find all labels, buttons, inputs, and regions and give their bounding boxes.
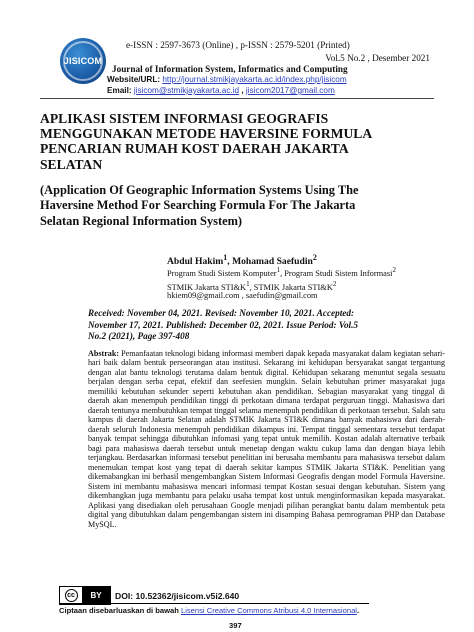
article-title <box>40 111 440 172</box>
affil-sup: 1 <box>246 279 250 288</box>
affil-text: Program Studi Sistem Komputer <box>167 268 277 278</box>
email-label: Email: <box>107 86 134 95</box>
website-line <box>107 75 347 84</box>
volume-line: Vol.5 No.2 , Desember 2021 <box>325 53 430 63</box>
affil-sup: 2 <box>392 266 396 274</box>
affil-text: , Program Studi Sistem Informasi <box>280 268 393 278</box>
website-label: Website/URL: <box>107 75 163 84</box>
affiliation-line-1 <box>167 265 447 279</box>
author-2: Mohamad Saefudin <box>232 256 313 268</box>
title-line: SELATAN <box>40 156 103 172</box>
footer-divider <box>59 603 369 604</box>
author-1-sup: 1 <box>223 253 228 262</box>
article-subtitle <box>40 183 440 229</box>
logo-text: JISICOM <box>63 56 103 66</box>
email-link-1[interactable]: jisicom@stmikjayakarta.ac.id <box>133 86 240 95</box>
logo-ring <box>63 41 103 81</box>
author-1: Abdul Hakim <box>167 256 224 268</box>
email-separator: , <box>239 86 246 95</box>
license-suffix: . <box>356 606 360 615</box>
affil-text: , STMIK Jakarta STI&K <box>249 282 333 292</box>
title-line: MENGGUNAKAN METODE HAVERSINE FORMULA <box>40 126 373 142</box>
cc-symbol: cc <box>65 589 78 602</box>
license-link[interactable]: Lisensi Creative Commons Atribusi 4.0 Internasional <box>180 606 357 615</box>
abstract-text: Pemanfaatan teknologi bidang informasi memberi dapak kepada masyarakat dalam kegiatan sehari-hari baik dalam bentuk perseorangan atau institusi. Sekarang ini kehidupan bersyarakat sangat tergantung dengan alat bantu teknologi terutama dalam bentuk digital. Kehidupan sekarang menuntut segala sesuatu berjalan dengan serba cepat, efektif dan seefesien mungkin. Selain kebutuhan primer masyarakat juga memiliki kebutuhan sekunder seperti kebutuhan akan pendidikan. Sebagian masyarakat yang tinggal di daerah akan menempuh pendidikan tinggi di perkotaan dimana terdapat perguruan tinggi. Mahasiswa dari daerah tentunya membutuhkan tempat tinggal selama menempuh pendidikan di perkotaan tersebut. Salah satu kampus di daerah Jakarta Selatan adalah STMIK Jakarta STI&K dimana banyak mahasiswa dari daerah-daerah seluruh Indonesia menempuh pendidikan dikampus ini. Tempat tinggal sementara tersebut terdapat banyak tempat sehingga dibutuhkan infomasi yang tepat untuk memilih. Kostan adalah alternative terbaik bagi para mahasiswa daerah tersebut untuk menetap dengan waktu cukup lama dan dengan biaya lebih terjangkau. Berdasarkan informasi tersebut penelitian ini berusaha membantu para mahasiswa tersebut dalam menemukan tempat kost yang tepat di daerah sekitar kampus STMIK Jakarta STI&K. Penelitian yang dikemabangkan ini berhasil mengembangkan Sistem Informasi Geografis dengan model Formula Haversine. Sistem ini membantu mahasiswa mencari informasi tempat Kostan sesuai dengan kebutuhan. Sistem yang dikembangkan juga membantu para pelaku usaha tempat kost untuk menginformasikan kepada masyarakat. Aplikasi yang disediakan oleh perusahaan Google menjadi pilihan perangkat bantu dalam membentuk peta digital yang dibutuhkan dalam pengembangan sistem ini disamping Bahasa pemrograman PHP dan Database MySQL. <box>88 349 445 529</box>
journal-name: Journal of Information System, Informatics and Computing <box>112 64 348 74</box>
email-link-2[interactable]: jisicom2017@gmail.com <box>245 86 335 95</box>
affiliations <box>167 265 447 293</box>
website-link[interactable]: http://journal.stmikjayakarta.ac.id/index.php/jisicom <box>162 75 347 84</box>
issn-line: e-ISSN : 2597-3673 (Online) , p-ISSN : 2579-5201 (Printed) <box>126 40 350 50</box>
header-divider <box>40 98 434 99</box>
dates-line: No.2 (2021), Page 397-408 <box>88 331 190 342</box>
cc-icon <box>60 587 82 604</box>
affil-sup: 2 <box>332 279 337 288</box>
author-2-sup: 2 <box>312 253 317 262</box>
email-line <box>107 86 335 95</box>
title-line: PENCARIAN RUMAH KOST DAERAH JAKARTA <box>40 141 349 157</box>
subtitle-line: Haversine Method For Searching Formula For The Jakarta <box>40 198 356 213</box>
dates-line: Received: November 04, 2021. Revised: November 10, 2021. Accepted: <box>88 308 355 318</box>
affil-text: STMIK Jakarta STI&K <box>167 282 247 292</box>
page-number: 397 <box>229 621 242 630</box>
author-separator: , <box>227 256 233 268</box>
title-line: APLIKASI SISTEM INFORMASI GEOGRAFIS <box>40 111 329 126</box>
by-label: BY <box>82 587 110 604</box>
affil-sup: 1 <box>276 266 281 274</box>
license-prefix: Ciptaan disebarluaskan di bawah <box>59 606 181 615</box>
contact-emails: hkiem09@gmail.com , saefudin@gmail.com <box>167 291 318 300</box>
dates-line: November 17, 2021. Published: December 02, 2021. Issue Period: Vol.5 <box>88 319 358 330</box>
doi: DOI: 10.52362/jisicom.v5i2.640 <box>115 591 240 601</box>
abstract-label: Abstrak: <box>88 349 120 358</box>
journal-logo <box>60 38 106 84</box>
publication-dates <box>88 308 458 343</box>
subtitle-line: (Application Of Geographic Information Systems Using The <box>40 183 359 197</box>
license-line <box>59 606 359 615</box>
subtitle-line: Selatan Regional Information System) <box>40 213 243 228</box>
abstract <box>88 349 445 529</box>
